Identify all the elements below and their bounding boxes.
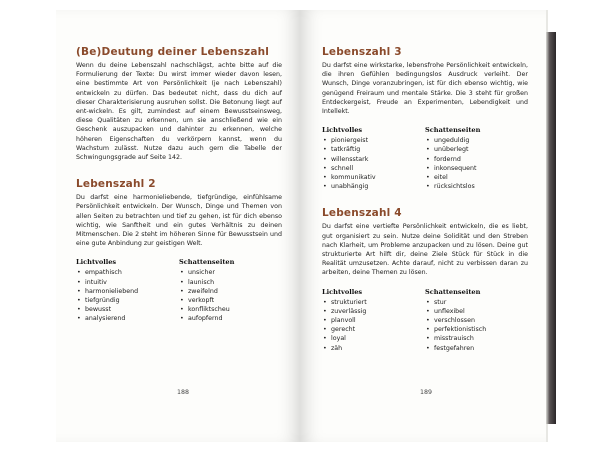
list-item: • pioniergeist [331,136,425,145]
list-item: • zweifelnd [188,287,282,296]
section-title: Lebenszahl 4 [322,207,402,220]
section-bedeutung [76,46,282,162]
list-item: • analysierend [85,314,179,323]
section-title: Lebenszahl 3 [322,46,402,58]
list-item: • launisch [188,278,282,287]
shadow-list [179,268,282,323]
list-item: • rücksichtslos [434,182,528,191]
list-item: • unabhängig [331,182,425,191]
section-lebenszahl-4 [322,207,528,352]
trait-columns [76,258,282,323]
section-lebenszahl-3 [322,46,528,191]
book-cover-edge [546,32,556,424]
list-item: • festgefahren [434,344,528,353]
list-item: • zuverlässig [331,307,425,316]
right-page [300,10,546,442]
list-item: • tiefgründig [85,296,179,305]
right-page-content [322,46,528,369]
list-item: • fordernd [434,155,528,164]
list-item: • empathisch [85,268,179,277]
list-item: • strukturiert [331,298,425,307]
list-item: • misstrauisch [434,334,528,343]
list-item: • intuitiv [85,278,179,287]
page-number: 188 [177,389,190,396]
section-text: Du darfst eine vertiefte Persönlichkeit entwickeln, die es liebt, gut organisiert zu sein. Nutze deine Solidität und den Streben nach Klarheit, um Probleme anzupacken und zu lösen. Deine gut strukturierte Art hilft dir, deine Ziele Stück für Stück in die Realität umzusetzen. Achte darauf, nicht zu verbissen daran zu arbeiten, deine Themen zu lösen. [322,223,528,277]
list-item: • loyal [331,334,425,343]
trait-columns [322,288,528,353]
page-number: 189 [420,389,433,396]
shadow-list [425,298,528,353]
light-column [76,258,179,323]
list-item: • kommunikativ [331,173,425,182]
list-item: • gerecht [331,325,425,334]
list-item: • zäh [331,344,425,353]
section-text: Wenn du deine Lebenszahl nachschlägst, achte bitte auf die Formulierung der Texte: Du wirst immer wieder davon lesen, eine bestimmte Art von Persönlichkeit (je nach Lebenszahl) entwickeln zu dürfen. Das bedeutet nicht, dass du dich auf dieser Charakterisierung ausruhen sollst. Die Betonung liegt auf ent-wickeln. Es gilt, zumindest auf einem Bewusstseinsweg, diese Qualitäten zu erkennen, um sie anschließend wie ein Geschenk auszupacken und dahinter zu erkennen, welche höheren Eigenschaften du verkörpern kannst, wenn du Wachstum zulässt. Nutze dazu auch gern die Tabelle der Schwingungsgrade auf Seite 142. [76,62,282,162]
left-page [56,10,300,442]
section-title: Lebenszahl 2 [76,178,156,191]
light-title: Lichtvolles [76,258,117,267]
list-item: • aufopfernd [188,314,282,323]
list-item: • verkopft [188,296,282,305]
list-item: • konfliktscheu [188,305,282,314]
shadow-column [425,288,528,353]
light-column [322,288,425,353]
light-list [322,136,425,191]
light-list [76,268,179,323]
section-title: (Be)Deutung deiner Lebenszahl [76,46,270,58]
shadow-column [179,258,282,323]
light-column [322,126,425,191]
shadow-title: Schattenseiten [425,287,481,296]
light-title: Lichtvolles [322,126,363,135]
shadow-title: Schattenseiten [425,126,481,135]
list-item: • schnell [331,164,425,173]
list-item: • planvoll [331,316,425,325]
list-item: • unflexibel [434,307,528,316]
section-lebenszahl-2 [76,178,282,323]
list-item: • harmonieliebend [85,287,179,296]
list-item: • bewusst [85,305,179,314]
open-book [8,2,592,450]
list-item: • eitel [434,173,528,182]
section-text: Du darfst eine harmonieliebende, tiefgründige, einfühlsame Persönlichkeit entwickeln. Der Wunsch, Dinge und Themen von allen Seiten zu betrachten und tief zu gehen, ist für dich ebenso wichtig, wie Sanftheit und ein gutes Verhältnis zu deinen Mitmenschen. Die 2 steht im höheren Sinne für Bewusstsein und eine gute Anbindung zur geistigen Welt. [76,194,282,248]
list-item: • willensstark [331,155,425,164]
shadow-title: Schattenseiten [179,258,235,267]
list-item: • perfektionistisch [434,325,528,334]
light-list [322,298,425,353]
section-text: Du darfst eine wirkstarke, lebensfrohe Persönlichkeit entwickeln, die ihren Gefühlen bedingungslos Ausdruck verleiht. Der Wunsch, Dinge voranzubringen, ist für dich ebenso wichtig, wie genügend Freiraum und mentale Stärke. Die 3 steht für großen Entdeckergeist, Freude an Experimenten, Lebendigkeit und Intellekt. [322,62,528,116]
list-item: • unüberlegt [434,145,528,154]
light-title: Lichtvolles [322,287,363,296]
shadow-list [425,136,528,191]
list-item: • verschlossen [434,316,528,325]
list-item: • inkonsequent [434,164,528,173]
list-item: • tatkräftig [331,145,425,154]
list-item: • unsicher [188,268,282,277]
shadow-column [425,126,528,191]
left-page-content [76,46,282,340]
trait-columns [322,126,528,191]
list-item: • ungeduldig [434,136,528,145]
list-item: • stur [434,298,528,307]
